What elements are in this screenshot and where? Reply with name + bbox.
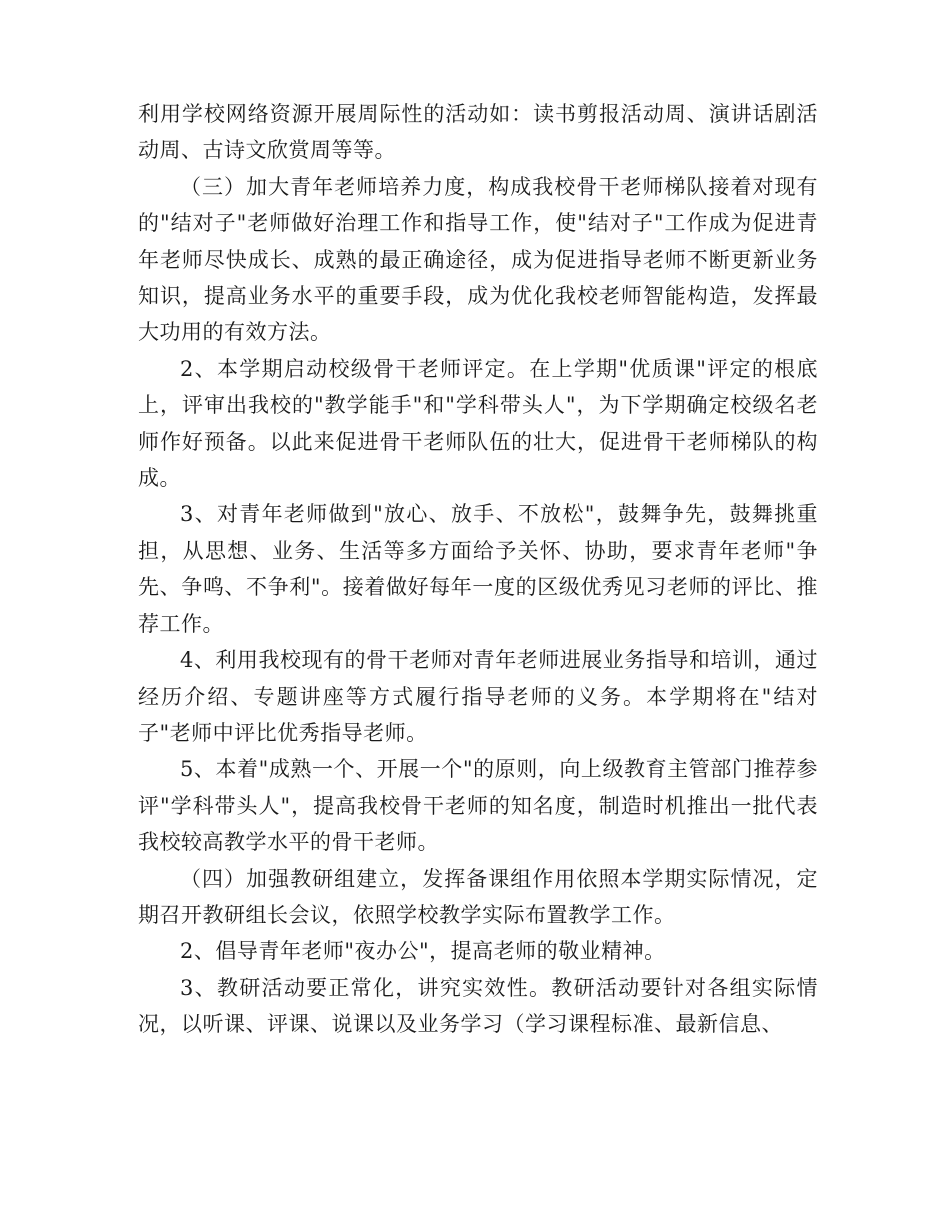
paragraph-9: 3、教研活动要正常化，讲究实效性。教研活动要针对各组实际情况，以听课、评课、说课以及业务学习（学习课程标准、最新信息、: [138, 975, 818, 1037]
paragraph-7: （四）加强教研组建立，发挥备课组作用依照本学期实际情况，定期召开教研组长会议，依照学校教学实际布置教学工作。: [138, 866, 818, 927]
paragraph-3: 2、本学期启动校级骨干老师评定。在上学期"优质课"评定的根底上，评审出我校的"教学能手"和"学科带头人"，为下学期确定校级名老师作好预备。以此来促进骨干老师队伍的壮大，促进骨干老师梯队的构成。: [138, 356, 818, 491]
paragraph-4: 3、对青年老师做到"放心、放手、不放松"，鼓舞争先，鼓舞挑重担，从思想、业务、生活等多方面给予关怀、协助，要求青年老师"争先、争鸣、不争利"。接着做好每年一度的区级优秀见习老师的评比、推荐工作。: [138, 502, 818, 636]
paragraph-8: 2、倡导青年老师"夜办公"，提高老师的敬业精神。: [180, 939, 666, 964]
paragraph-5: 4、利用我校现有的骨干老师对青年老师进展业务指导和培训，通过经历介绍、专题讲座等方式履行指导老师的义务。本学期将在"结对子"老师中评比优秀指导老师。: [138, 648, 818, 745]
paragraph-2: （三）加大青年老师培养力度，构成我校骨干老师梯队接着对现有的"结对子"老师做好治理工作和指导工作，使"结对子"工作成为促进青年老师尽快成长、成熟的最正确途径，成为促进指导老师不断更新业务知识，提高业务水平的重要手段，成为优化我校老师智能构造，发挥最大功用的有效方法。: [138, 174, 818, 345]
paragraph-6: 5、本着"成熟一个、开展一个"的原则，向上级教育主管部门推荐参评"学科带头人"，提高我校骨干老师的知名度，制造时机推出一批代表我校较高教学水平的骨干老师。: [138, 757, 818, 855]
paragraph-1: 利用学校网络资源开展周际性的活动如：读书剪报活动周、演讲话剧活动周、古诗文欣赏周等等。: [138, 102, 818, 163]
document-body: [138, 96, 818, 1043]
